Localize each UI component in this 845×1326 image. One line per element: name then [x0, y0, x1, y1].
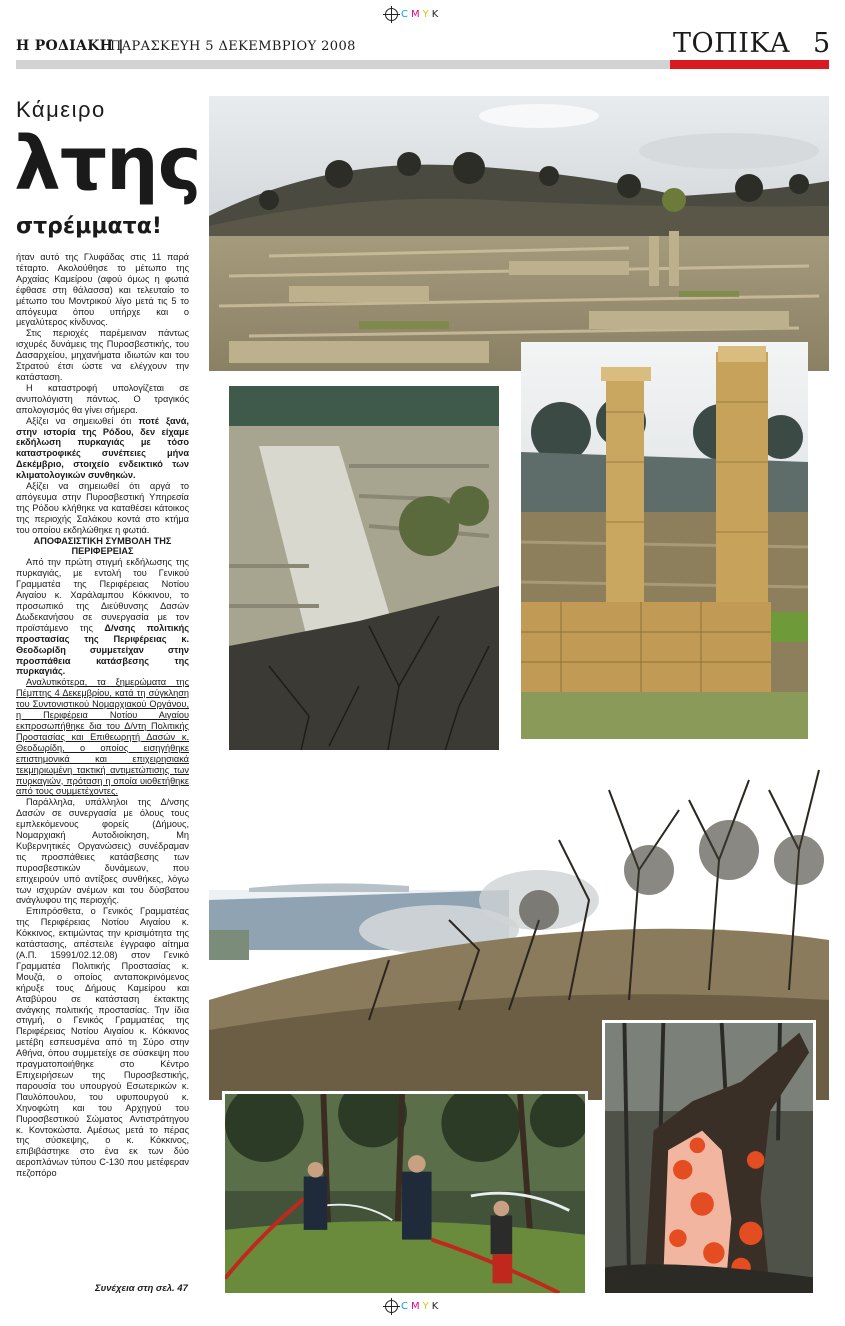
- paragraph-emphasis: ποτέ ξανά, στην ιστορία της Ρόδου, δεν είχαμε εκδήλωση πυρκαγιάς με τόσο καταστροφικές συνέπειες μήνα Δεκέμβριο, στοιχείο ενδεικτικό των κλιματολογικών συνθηκών.: [16, 415, 189, 481]
- paragraph-lead: Αξίζει να σημειωθεί ότι: [26, 415, 139, 426]
- crosshair-icon: [385, 1300, 398, 1313]
- firefighters-hose-photo: [222, 1091, 588, 1296]
- registration-mark-top: C M Y K: [385, 8, 438, 21]
- crosshair-icon: [385, 8, 398, 21]
- paragraph-emphasis: Δ/νσης πολιτικής προστασίας της Περιφέρειας κ. Θεοδωρίδη συμμετείχαν στην προσπάθεια κατάσβεσης της πυρκαγιάς.: [16, 622, 189, 677]
- article-paragraph: Η καταστροφή υπολογίζεται σε ανυπολόγιστη πάντως. Ο τραγικός απολογισμός θα γίνει σήμερα.: [16, 382, 189, 415]
- ancient-kamiros-panorama-photo: [209, 96, 829, 371]
- continued-note: Συνέχεια στη σελ. 47: [95, 1283, 188, 1294]
- dateline: ΠΑΡΑΣΚΕΥΗ 5 ΔΕΚΕΜΒΡΙΟΥ 2008: [110, 39, 356, 54]
- page-header: [16, 28, 831, 60]
- header-rule-red: [670, 60, 829, 69]
- registration-mark-bottom: C M Y K: [385, 1300, 438, 1313]
- article-paragraph: [16, 416, 189, 481]
- smouldering-tree-trunk-photo: [602, 1020, 816, 1296]
- section-title: ΤΟΠΙΚΑ: [673, 28, 791, 59]
- article-subhead: ΑΠΟΦΑΣΙΣΤΙΚΗ ΣΥΜΒΟΛΗ ΤΗΣ ΠΕΡΙΦΕΡΕΙΑΣ: [33, 535, 172, 557]
- ancient-columns-photo: [521, 342, 808, 739]
- article-paragraph: ήταν αυτό της Γλυφάδας στις 11 παρά τέταρτο. Ακολούθησε το μέτωπο της Αρχαίας Καμείρου (αφού όμως η φωτιά έφθασε στη θάλασσα) και τελευταίο το μέτωπο του Μοντρικού λίγο μετά τις 5 το απόγευμα όπου υπήρχε και ο μεγαλύτερος κίνδυνος.: [16, 252, 189, 328]
- masthead: Η ΡΟΔΙΑΚΗ |: [16, 38, 124, 54]
- article-body: [16, 252, 189, 1179]
- headline-kicker: Κάμειρο: [16, 97, 106, 122]
- article-paragraph: Στις περιοχές παρέμειναν πάντως ισχυρές δυνάμεις της Πυροσβεστικής, του Δασαρχείου, μηχανήματα ιδιωτών και του Στρατού έτσι ώστε να ελέγχουν την κατάσταση.: [16, 328, 189, 382]
- article-paragraph: Αξίζει να σημειωθεί ότι αργά το απόγευμα στην Πυροσβεστική Υπηρεσία της Ρόδου κλήθηκε να καταθέσει κάτοικος της περιοχής Σαλάκου κοντά στο κτήμα του οποίου εκδηλώθηκε η φωτιά.: [16, 481, 189, 535]
- article-paragraph: Επιπρόσθετα, ο Γενικός Γραμματέας της Περιφέρειας Νοτίου Αιγαίου κ. Κόκκινος, εκτιμώντας την κρισιμότητα της κατάστασης, απέστειλε έγγραφο αίτημα (Α.Π. 15991/02.12.08) στον Γενικό Γραμματέα Πολιτικής Προστασίας κ. Μουζά, ο οποίος ανταποκρινόμενος κήρυξε τους Δήμους Καμείρου και Αταβύρου σε κατάσταση έκτακτης ανάγκης πολιτικής προστασίας. Την ίδια στιγμή, ο Γενικός Γραμματέας της Περιφέρειας Νοτίου Αιγαίου κ. Κόκκινος μετέβη εσπευσμένα από τη Σύρο στην Αθήνα, όπου συμμετείχε σε σύσκεψη που πραγματοποιήθηκε στο Κέντρο Επιχειρήσεων της Πυροσβεστικής, παρουσία του υπουργού Εσωτερικών κ. Παυλόπουλου, του υφυπουργού κ. Χηνοφώτη και του Αρχηγού του Πυροσβεστικού Σώματος Αντιστράτηγου κ. Κοντοκώστα. Αμέσως μετά το πέρας της σύσκεψης, ο κ. Κόκκινος, επιβιβάστηκε στο ένα εκ των δύο αεροπλάνων τύπου C-130 που μετέφεραν πεζοπόρο: [16, 906, 189, 1179]
- article-paragraph: [16, 557, 189, 677]
- headline-sub: στρέμματα!: [16, 214, 162, 239]
- headline-main: λτης: [14, 121, 201, 207]
- article-paragraph: Παράλληλα, υπάλληλοι της Δ/νσης Δασών σε συνεργασία με όλους τους εμπλεκόμενους φορείς (Δήμους, Νομαρχιακή Αυτοδιοίκηση, Μη Κυβερνητικές Οργανώσεις) συνέδραμαν τις προσπάθειες κατάσβεσης των πυροσβεστικών δυνάμεων, που επιχειρούν υπό αντίξοες συνθήκες, λόγω των ισχυρών ανέμων και του δύσβατου ανάγλυφου της περιοχής.: [16, 797, 189, 906]
- article-paragraph: Αναλυτικότερα, τα ξημερώματα της Πέμπτης 4 Δεκεμβρίου, κατά τη σύγκληση του Συντονιστικού Νομαρχιακού Οργάνου, η Περιφέρεια Νοτίου Αιγαίου εκπροσωπήθηκε δια του Δ/ντη Πολιτικής Προστασίας και Επιθεωρητή Δασών κ. Θεοδωρίδη, ο οποίος εισηγήθηκε επιστημονικά και επιχειρησιακά τεκμηριωμένη τακτική αντιμετώπισης των πυρκαγιών, πρόταση η οποία υιοθετήθηκε από τους συμμετέχοντες.: [16, 677, 189, 797]
- header-rule-grey: [16, 60, 670, 69]
- burnt-hillside-ruins-photo: [229, 386, 499, 802]
- paragraph-lead: Από την πρώτη στιγμή εκδήλωσης της πυρκαγιάς, με εντολή του Γενικού Γραμματέα της Περιφέρειας Νοτίου Αιγαίου κ. Χαράλαμπου Κόκκινου, το προσωπικό της Διεύθυνσης Δασών Δωδεκανήσου σε συνεργασία με τον προϊστάμενο της: [16, 557, 189, 633]
- page-number: 5: [813, 28, 831, 59]
